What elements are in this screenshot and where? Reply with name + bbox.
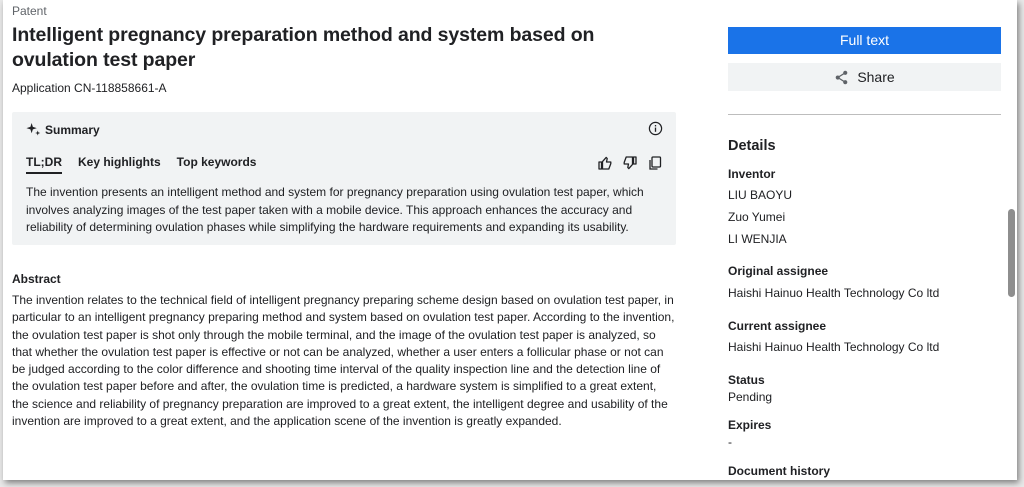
page-frame bbox=[3, 0, 1017, 480]
summary-title: Summary bbox=[45, 122, 100, 137]
expires-label: Expires bbox=[728, 418, 772, 432]
document-history-label[interactable]: Document history bbox=[728, 464, 831, 478]
status-label: Status bbox=[728, 373, 765, 387]
status-value: Pending bbox=[728, 390, 773, 404]
abstract-heading: Abstract bbox=[12, 272, 61, 286]
expires-value: - bbox=[728, 435, 732, 449]
thumbs-down-icon[interactable] bbox=[622, 155, 638, 171]
copy-icon[interactable] bbox=[647, 155, 663, 171]
inventor-name: LI WENJIA bbox=[728, 232, 787, 246]
sidebar-divider bbox=[728, 114, 1001, 115]
inventor-label: Inventor bbox=[728, 167, 776, 181]
current-assignee-label: Current assignee bbox=[728, 319, 827, 333]
summary-tabs bbox=[26, 155, 272, 174]
application-number: Application CN-118858661-A bbox=[12, 81, 167, 95]
details-heading: Details bbox=[728, 138, 776, 154]
summary-text: The invention presents an intelligent method and system for pregnancy preparation using ovulation test paper, which involves analyzing images of the test paper taken with a mobile device. This approach enhances the accuracy and reliability of determining ovulation phases while simplifying the hardware requirements and expanding its usability. bbox=[26, 185, 644, 234]
original-assignee-value: Haishi Hainuo Health Technology Co ltd bbox=[728, 286, 940, 300]
tab-top-keywords[interactable]: Top keywords bbox=[176, 155, 257, 169]
current-assignee-value: Haishi Hainuo Health Technology Co ltd bbox=[728, 340, 940, 354]
sparkle-icon bbox=[26, 122, 41, 137]
full-text-button[interactable]: Full text bbox=[728, 27, 1001, 54]
summary-panel bbox=[12, 112, 676, 245]
thumbs-up-icon[interactable] bbox=[597, 155, 613, 171]
document-type: Patent bbox=[12, 4, 47, 18]
share-button[interactable] bbox=[728, 63, 1001, 91]
summary-heading bbox=[26, 122, 100, 137]
scrollbar-thumb[interactable] bbox=[1008, 209, 1015, 297]
feedback-actions bbox=[597, 155, 663, 171]
share-icon bbox=[834, 70, 849, 85]
main-column bbox=[12, 0, 676, 429]
share-label: Share bbox=[857, 69, 895, 85]
page-title: Intelligent pregnancy preparation method and system based on ovulation test paper bbox=[12, 24, 595, 71]
inventor-name: Zuo Yumei bbox=[728, 210, 786, 224]
tab-tldr[interactable]: TL;DR bbox=[26, 155, 62, 174]
original-assignee-label: Original assignee bbox=[728, 264, 829, 278]
inventor-name: LIU BAOYU bbox=[728, 188, 793, 202]
abstract-text: The invention relates to the technical field of intelligent pregnancy preparing scheme design based on ovulation test paper, in particular to an intelligent pregnancy preparing method and system based on ovulation test paper. According to the invention, the ovulation test paper is shot only through the mobile terminal, and the image of the ovulation test paper is analyzed, so that whether the ovulation test paper is effective or not can be analyzed, whether a user enters a follicular phase or not can be judged according to the color difference and shooting time interval of the quality inspection line and the detection line of the ovulation test paper before and after, the ovulation time is predicted, a hardware system is simplified to a great extent, the science and reliability of pregnancy preparation are improved to a great extent, the intelligent degree and usability of the invention are improved to a great extent, and the application scene of the invention is greatly expanded. bbox=[12, 293, 675, 429]
tab-key-highlights[interactable]: Key highlights bbox=[78, 155, 161, 169]
info-icon[interactable] bbox=[648, 121, 663, 136]
